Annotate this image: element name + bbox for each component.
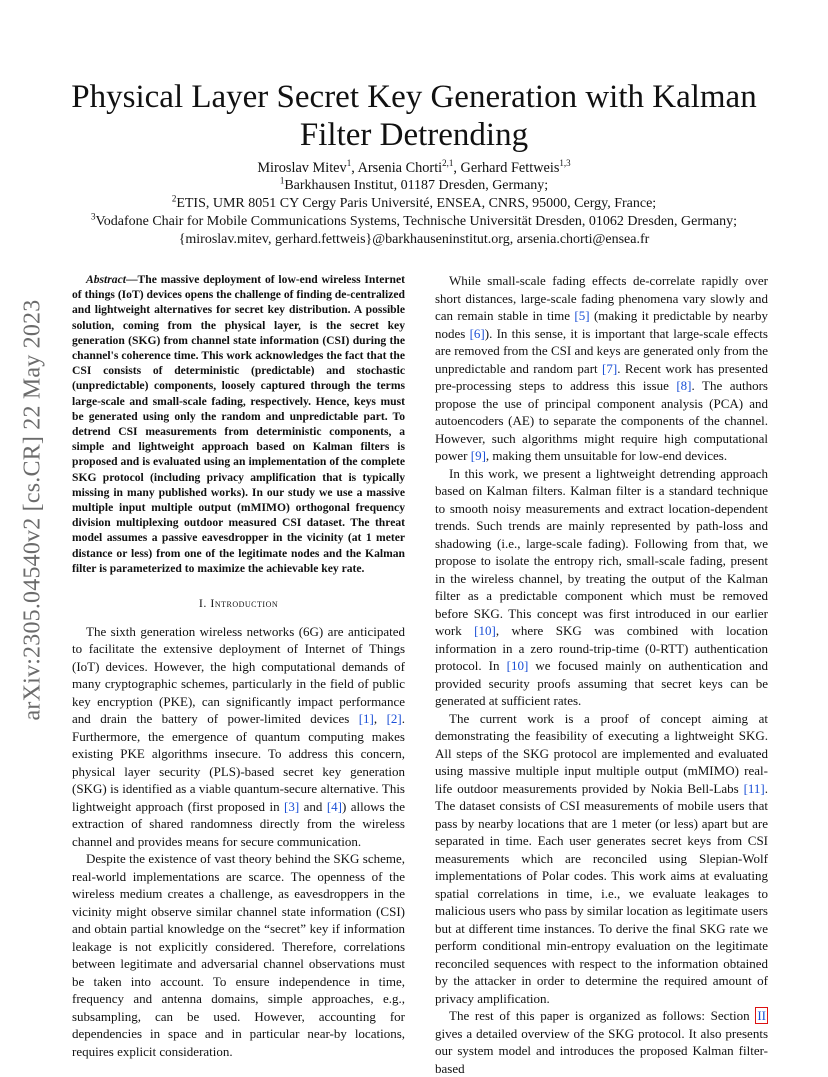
- citation-link[interactable]: [6]: [469, 325, 485, 341]
- citation-link[interactable]: [10]: [474, 623, 496, 638]
- citation-link[interactable]: [1]: [358, 711, 374, 727]
- citation-link[interactable]: [2]: [386, 711, 402, 727]
- abstract-text: —The massive deployment of low-end wireless Internet of things (IoT) devices opens the challenge of finding de-centralized and lightweight alternatives for secret key distribution. A possible solution, coming from the physical layer, is the secret key generation (SKG) from channel state information (CSI) during the channel's coherence time. This work acknowledges the fact that the CSI consists of deterministic (predictable) and stochastic (unpredictable) components, loosely captured through the terms large-scale and small-scale fading, respectively. Hence, keys must be generated using only the random and unpredictable part. To detrend CSI measurements from deterministic components, a simple and lightweight approach based on Kalman filters is proposed and is evaluated using an implementation of the complete SKG protocol (including privacy amplification that is typically missing in many published works). In our study we use a massive multiple input multiple output (mMIMO) orthogonal frequency division multiplexing outdoor measured CSI dataset. The threat model assumes a passive eavesdropper in the vicinity (at 1 meter distance or less) from one of the legitimate nodes and the Kalman filter is parameterized to maximize the achievable key rate.: [72, 273, 405, 575]
- author-sup: 1: [346, 158, 352, 169]
- citation-link[interactable]: [8]: [676, 378, 692, 393]
- author-name: Gerhard Fettweis: [460, 160, 560, 176]
- author-sup: 2,1: [442, 158, 454, 169]
- author-block: [50, 159, 778, 249]
- paragraph: The rest of this paper is organized as follows: Section II gives a detailed overview of the SKG protocol. It also presents our system model and introduces the proposed Kalman filter-based: [435, 1008, 768, 1076]
- abstract-label: Abstract: [86, 273, 126, 286]
- paragraph: The current work is a proof of concept aiming at demonstrating the feasibility of executing a lightweight SKG. All steps of the SKG protocol are implemented and evaluated using massive multiple input multiple output (mMIMO) real-life outdoor measurements provided by Nokia Bell-Labs [11]. The dataset consists of CSI measurements of mobile users that pass by nearby locations that are 1 meter (or less) apart but are separated in time. Each user generates secret keys from CSI measurements which are reconciled using Slepian-Wolf implementations of Polar codes. This work aims at evaluating spatial correlations in time, i.e., we evaluate leakages to malicious users who pass by similar location as legitimate users but at different time instances. To derive the final SKG rate we perform conditional min-entropy evaluation on the legitimate reconciled sequences with respect to the information obtained by the attacker in order to determine the required amount of privacy amplification.: [435, 710, 768, 1006]
- citation-link[interactable]: [3]: [284, 798, 300, 814]
- arxiv-identifier: arXiv:2305.04540v2 [cs.CR] 22 May 2023: [19, 299, 46, 721]
- paragraph: The sixth generation wireless networks (6G) are anticipated to facilitate the extensive deployment of Internet of Things (IoT) devices. However, the high computational demands of many cryptographic schemes, particularly in the field of public key encryption (PKE), can significantly impact performance and drain the battery of power-limited devices [1], [2]. Furthermore, the emergence of quantum computing makes existing PKE algorithms insecure. To address this concern, physical layer security (PLS)-based secret key generation (SKG) is identified as a viable quantum-secure alternative. This lightweight approach (first proposed in [3] and [4]) allows the extraction of shared randomness directly from the wireless channel and provides means for secure communication.: [72, 623, 405, 849]
- arxiv-sidebar: [17, 270, 49, 750]
- author-sup: 1,3: [559, 158, 571, 169]
- author-name: Arsenia Chorti: [357, 160, 443, 176]
- abstract: [72, 272, 405, 576]
- citation-link[interactable]: [11]: [743, 780, 765, 796]
- paper-title: [50, 78, 778, 154]
- citation-link[interactable]: [10]: [506, 658, 529, 673]
- author-emails: {miroslav.mitev, gerhard.fettweis}@barkhauseninstitut.org, arsenia.chorti@ensea.fr: [178, 232, 650, 247]
- citation-link[interactable]: [9]: [470, 448, 486, 463]
- section-reference-link[interactable]: II: [757, 1008, 766, 1023]
- right-column: [435, 272, 768, 1077]
- title-line-2: Filter Detrending: [299, 117, 529, 153]
- author-names: Miroslav Mitev$^1$, Arsenia Chorti$^{2,1}$, Gerhard Fettweis$^{1,3}$: [257, 158, 571, 176]
- section-heading-introduction: I. Introduction: [198, 596, 279, 611]
- affiliation: $^3$Vodafone Chair for Mobile Communications Systems, Technische Universität Dresden, 01062 Dresden, Germany;: [90, 211, 738, 229]
- paragraph: In this work, we present a lightweight detrending approach based on Kalman filters. Kalman filter is a standard technique to smooth noisy measurements and extract location-dependent trends. Such trends are mainly represented by path-loss and shadowing (i.e., large-scale fading). Following from that, we propose to isolate the entropy rich, small-scale fading, present in the wireless channel, by treating the output of the Kalman filter as a predictable component which must be removed before SKG. This concept was first introduced in our earlier work [10], where SKG was combined with location information in a zero round-trip-time (0-RTT) authentication protocol. In [10] we focused mainly on authentication and provided security proofs assuming that secret keys can be generated at sufficient rates.: [435, 465, 769, 708]
- paragraph: Despite the existence of vast theory behind the SKG scheme, real-world implementations are scarce. The openness of the wireless medium creates a challenge, as eavesdroppers in the vicinity might observe similar channel state information (CSI) and obtain partial knowledge on the “secret” key if information leakage is not explicitly considered. Therefore, correlations between legitimate and adversarial channel observations must be taken into account. To ensure independence in time, frequency and antenna domains, simple approaches, e.g., subsampling, can be used. However, accounting for dependencies in space and in particular near-by locations, requires explicit consideration.: [72, 851, 405, 1059]
- paragraph: While small-scale fading effects de-correlate rapidly over short distances, large-scale fading phenomena vary slowly and can remain stable in time [5] (making it predictable by nearby nodes [6]). In this sense, it is important that large-scale effects are removed from the CSI and keys are generated only from the unpredictable and random part [7]. Recent work has presented pre-processing steps to address this issue [8]. The authors propose the use of principal component analysis (PCA) and autoencoders (AE) to separate the components of the channel. However, such algorithms might require high computational power [9], making them unsuitable for low-end devices.: [435, 273, 768, 463]
- citation-link[interactable]: [7]: [602, 360, 618, 376]
- affiliation: $^2$ETIS, UMR 8051 CY Cergy Paris Université, ENSEA, CNRS, 95000, Cergy, France;: [171, 193, 657, 211]
- author-name: Miroslav Mitev: [257, 160, 347, 176]
- title-line-1: Physical Layer Secret Key Generation with Kalman: [71, 79, 757, 115]
- left-column: [72, 272, 405, 1060]
- citation-link[interactable]: [5]: [574, 308, 590, 323]
- citation-link[interactable]: [4]: [326, 798, 342, 814]
- affiliation: $^1$Barkhausen Institut, 01187 Dresden, Germany;: [279, 175, 549, 193]
